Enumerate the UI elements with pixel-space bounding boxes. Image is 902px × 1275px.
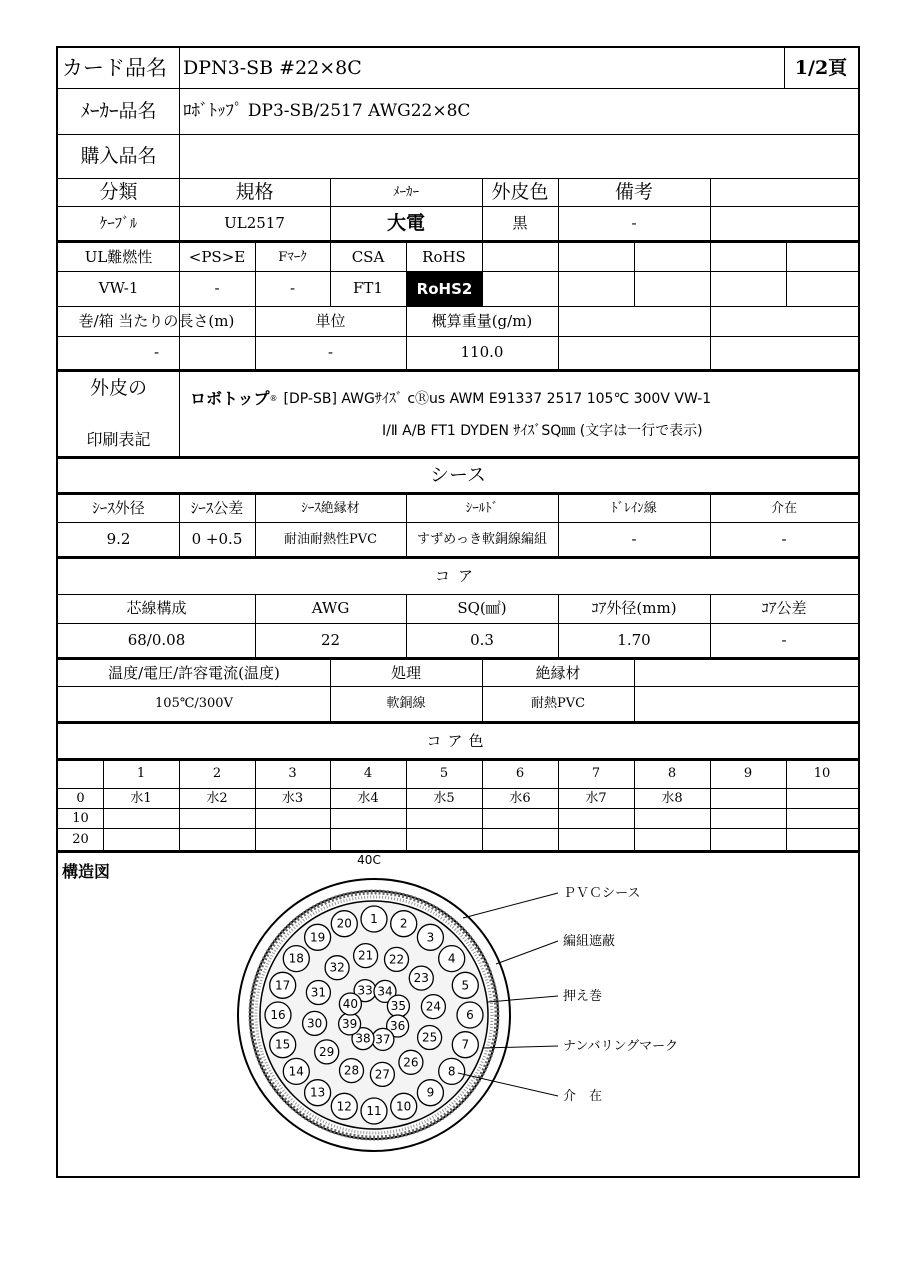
outer-core-number: 4: [447, 951, 456, 966]
color-column-header: 6: [515, 766, 525, 781]
inner-core-number: 37: [375, 1032, 391, 1047]
length-header: 単位: [315, 311, 346, 330]
middle-core-number: 32: [329, 960, 345, 975]
cert-header: UL難燃性: [84, 247, 153, 266]
callout-label: ＰＶＣシース: [563, 886, 641, 901]
core-count-label: 40C: [357, 853, 381, 867]
outer-core-number: 3: [426, 930, 435, 945]
inner-core-number: 35: [390, 999, 407, 1014]
page-indicator: 1/2頁: [794, 56, 848, 79]
callout-label: 押え巻: [563, 989, 603, 1004]
color-column-header: 3: [288, 766, 297, 781]
length-value: 110.0: [460, 343, 504, 361]
print-line-2: Ⅰ/Ⅱ A/B FT1 DYDEN ｻｲｽﾞSQ㎜ (文字は一行で表示): [382, 423, 703, 439]
spec-value: UL2517: [224, 213, 285, 232]
spec-header: 分類: [99, 180, 138, 203]
color-column-header: 8: [667, 766, 677, 781]
inner-core-number: 34: [377, 984, 393, 999]
rating-value: 軟銅線: [386, 696, 426, 711]
callout-label: 編組遮蔽: [563, 934, 616, 949]
outer-core-number: 5: [461, 978, 470, 993]
outer-core-number: 13: [309, 1085, 326, 1100]
color-cell: 水4: [357, 790, 379, 806]
sheath-value: -: [781, 529, 787, 548]
core-value: 1.70: [617, 630, 651, 649]
spec-value: ｹｰﾌﾞﾙ: [99, 213, 138, 232]
inner-core-number: 36: [389, 1019, 406, 1033]
outer-core-number: 7: [461, 1037, 470, 1052]
outer-core-number: 6: [466, 1008, 474, 1022]
outer-core-number: 20: [336, 916, 352, 931]
core-header: ｺｱ外径(mm): [591, 599, 677, 617]
outer-core-number: 16: [270, 1008, 286, 1022]
color-cell: 水1: [130, 790, 152, 806]
outer-core-number: 19: [309, 930, 326, 945]
length-header: 概算重量(g/m): [431, 311, 533, 330]
inner-core-number: 40: [342, 997, 359, 1011]
core-header: ｺｱ公差: [761, 599, 807, 617]
color-column-header: 5: [439, 766, 449, 781]
spec-header: 外皮色: [491, 180, 549, 203]
spec-header: 規格: [235, 180, 274, 203]
outer-core-number: 10: [396, 1099, 412, 1114]
sheath-value: -: [631, 529, 637, 548]
core-value: -: [781, 630, 787, 649]
sheath-header: ｼｰｽ外径: [92, 499, 145, 517]
middle-core-number: 26: [403, 1055, 419, 1070]
sheath-header: ｼｰﾙﾄﾞ: [465, 501, 499, 516]
sheath-header: ｼｰｽ絶縁材: [301, 501, 360, 516]
core-color-title: コア色: [426, 731, 490, 750]
cert-header: <PS>E: [188, 247, 246, 266]
color-column-header: 1: [136, 766, 146, 781]
callout-leader-line: [463, 893, 558, 918]
outer-core-number: 1: [370, 912, 378, 926]
color-column-header: 2: [212, 766, 222, 781]
spec-header: ﾒｰｶｰ: [393, 184, 419, 200]
maker-name-value: ﾛﾎﾞﾄｯﾌﾟ DP3-SB/2517 AWG22×8C: [183, 100, 471, 121]
rating-header: 温度/電圧/許容電流(温度): [108, 663, 280, 682]
color-column-header: 10: [813, 766, 831, 781]
sheath-title: シース: [429, 464, 487, 486]
spec-sheet: [56, 46, 860, 1178]
print-label: 外皮の: [89, 376, 147, 399]
middle-core-number: 27: [374, 1067, 391, 1082]
core-title: コア: [434, 567, 481, 585]
core-value: 68/0.08: [127, 630, 186, 649]
middle-core-number: 22: [388, 952, 405, 967]
card-name-label: カード品名: [62, 55, 167, 80]
outer-core-number: 18: [288, 951, 304, 966]
spec-value: 黒: [512, 213, 528, 232]
brand-name: ロボトップ: [190, 389, 270, 408]
callout-label: ナンバリングマーク: [563, 1039, 679, 1054]
callout-label: 介 在: [563, 1089, 603, 1104]
inner-core-number: 33: [357, 983, 373, 998]
cable-cross-section-diagram: [58, 48, 858, 1176]
color-column-header: 4: [363, 766, 373, 781]
middle-core-number: 24: [425, 999, 442, 1014]
cert-header: RoHS: [422, 247, 466, 266]
color-cell: 水2: [206, 790, 228, 806]
outer-core-number: 11: [366, 1104, 382, 1118]
inner-core-number: 38: [355, 1031, 371, 1046]
rating-header: 処理: [390, 663, 421, 682]
spec-value: 大電: [386, 211, 425, 234]
color-row-label: 10: [72, 810, 89, 826]
middle-core-number: 29: [319, 1044, 335, 1059]
middle-core-number: 28: [343, 1063, 360, 1078]
middle-core-number: 23: [413, 971, 429, 986]
inner-core-number: 39: [341, 1016, 358, 1031]
rating-header: 絶縁材: [535, 663, 581, 682]
color-cell: 水5: [433, 790, 455, 806]
core-value: 22: [320, 630, 341, 649]
sheath-value: 9.2: [106, 529, 131, 548]
cert-value: -: [289, 279, 296, 297]
core-header: SQ(㎟): [457, 599, 507, 617]
core-header: AWG: [311, 599, 350, 617]
registered-mark: ®: [269, 394, 278, 403]
outer-core-number: 12: [336, 1099, 352, 1114]
color-row-label: 0: [76, 790, 85, 806]
sheath-value: 0 +0.5: [191, 529, 243, 548]
color-cell: 水6: [509, 790, 531, 806]
rating-value: 耐熱PVC: [530, 696, 586, 711]
cert-value: FT1: [353, 279, 383, 297]
sheath-header: 介在: [770, 501, 797, 516]
color-cell: 水3: [281, 790, 304, 806]
sheath-header: ｼｰｽ公差: [190, 499, 244, 517]
core-header: 芯線構成: [126, 599, 187, 617]
outer-core-number: 2: [399, 916, 408, 931]
maker-name-label: ﾒｰｶｰ品名: [80, 99, 157, 122]
length-value: -: [153, 343, 160, 361]
cert-header: CSA: [351, 247, 385, 266]
middle-core-number: 21: [357, 948, 374, 963]
color-cell: 水7: [585, 790, 607, 806]
core-value: 0.3: [470, 630, 494, 649]
callout-leader-line: [496, 941, 558, 964]
sheath-value: 耐油耐熱性PVC: [283, 531, 378, 547]
middle-core-number: 25: [421, 1030, 438, 1045]
spec-header: 備考: [614, 180, 653, 203]
outer-core-number: 15: [275, 1037, 291, 1052]
sheath-header: ﾄﾞﾚｲﾝ線: [611, 501, 657, 516]
purchase-name-label: 購入品名: [80, 144, 157, 167]
color-column-header: 9: [743, 766, 753, 781]
spec-value: -: [631, 213, 637, 232]
color-cell: 水8: [661, 790, 683, 806]
cert-value: -: [214, 279, 220, 297]
filler-area: [260, 901, 488, 1129]
card-name-value: DPN3-SB #22×8C: [183, 56, 362, 79]
outer-core-number: 8: [447, 1064, 456, 1079]
outer-core-number: 17: [275, 978, 291, 993]
cert-header: Fﾏｰｸ: [278, 249, 307, 265]
length-header: 巻/箱 当たりの長さ(m): [78, 311, 235, 330]
middle-core-number: 30: [306, 1016, 323, 1031]
rating-value: 105℃/300V: [155, 696, 233, 711]
color-row-label: 20: [72, 831, 89, 847]
print-label: 印刷表記: [86, 430, 151, 449]
rohs-badge: RoHS2: [407, 272, 482, 306]
length-value: -: [327, 343, 334, 361]
cert-value: VW-1: [98, 279, 139, 297]
print-text: [DP-SB] AWGｻｲｽﾞ cⓇus AWM E91337 2517 105℃ 300V VW-1: [283, 391, 712, 407]
color-column-header: 7: [591, 766, 601, 781]
outer-core-number: 14: [288, 1064, 304, 1079]
middle-core-number: 31: [310, 985, 327, 1000]
sheath-value: すずめっき軟銅線編組: [416, 531, 547, 547]
outer-core-number: 9: [426, 1085, 435, 1100]
structure-title: 構造図: [62, 862, 111, 881]
